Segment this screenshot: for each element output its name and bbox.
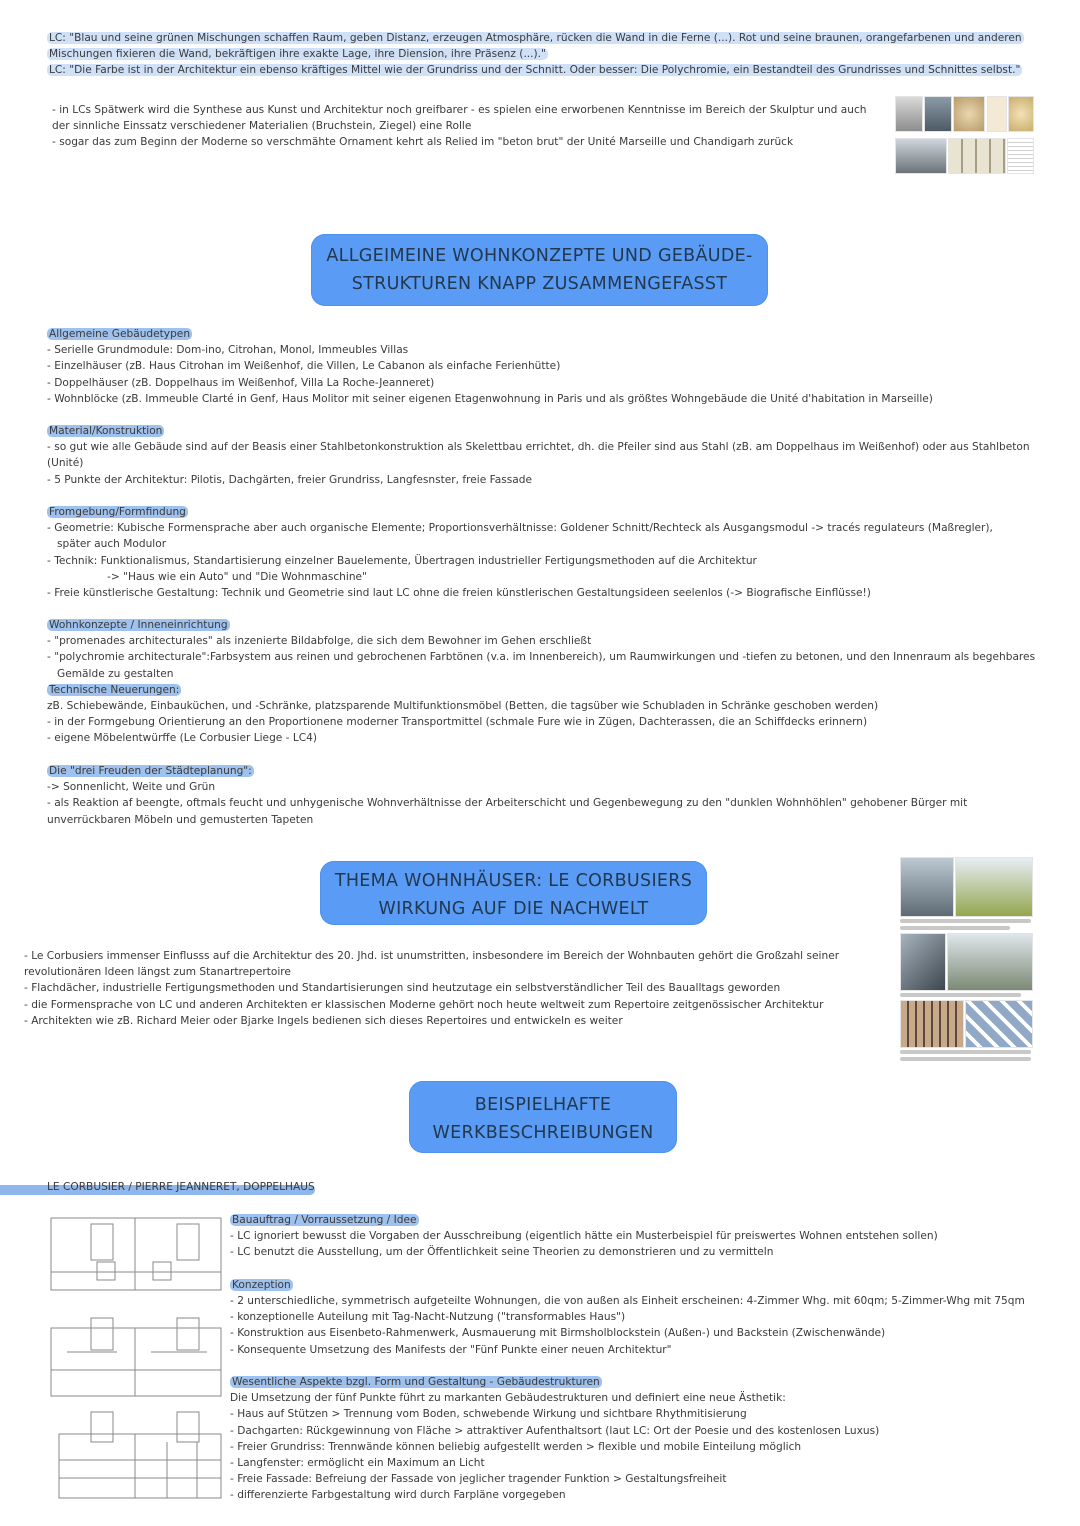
list-item: später auch Modulor: [57, 538, 167, 551]
list-item: - 2 unterschiedliche, symmetrisch aufgeteilte Wohnungen, die von außen als Einheit erscheinen: 4-Zimmer Whg. mit 60qm; 5-Zimmer-Whg mit 75qm: [230, 1295, 1025, 1308]
photo-caption: [900, 919, 1031, 923]
section-heading-nachwelt: [320, 861, 707, 925]
heading-line: THEMA WOHNHÄUSER: LE CORBUSIERS: [334, 871, 693, 891]
list-item: - 5 Punkte der Architektur: Pilotis, Dachgärten, freier Grundriss, Langfesnster, freie Fassade: [47, 473, 532, 486]
floor-plans-drawing: [47, 1214, 225, 1504]
photo-caption-text: [1007, 138, 1034, 174]
list-item: - Serielle Grundmodule: Dom-ino, Citrohan, Monol, Immeubles Villas: [47, 344, 409, 357]
photo-sculpture: [895, 96, 923, 132]
section-heading-wohnkonzepte: [311, 234, 768, 306]
list-item: - LC benutzt die Ausstellung, um der Öffentlichkeit seine Theorien zu demonstrieren und zu vermitteln: [230, 1246, 774, 1259]
subsection-title: Die "drei Freuden der Städteplanung":: [49, 765, 252, 777]
section-formgebung: [47, 504, 993, 601]
work-description: [230, 1212, 1025, 1504]
photo-house: [895, 138, 947, 174]
photo-unite: [900, 1000, 964, 1048]
subsection-title: Technische Neuerungen:: [49, 683, 180, 696]
subsection-title: Fromgebung/Formfindung: [49, 506, 186, 518]
list-item: - die Formensprache von LC und anderen Architekten er klassischen Moderne gehört noch heute weltweit zum Repertoire zeitgenössischer Architektur: [24, 998, 824, 1011]
photo-caption: [900, 926, 1010, 930]
floor-plan-middle: [51, 1318, 221, 1396]
list-item: - LC ignoriert bewusst die Vorgaben der Ausschreibung (eigentlich hätte ein Musterbeispiel für preiswertes Wohnen entstehen sollen): [230, 1230, 938, 1243]
floor-plan-lower: [59, 1412, 221, 1498]
photo-caption: [900, 1050, 1031, 1054]
list-item: Gemälde zu gestalten: [57, 667, 174, 680]
floor-plan-upper: [51, 1218, 221, 1290]
photo-detail: [987, 96, 1007, 132]
list-item: - Doppelhäuser (zB. Doppelhaus im Weißenhof, Villa La Roche-Jeanneret): [47, 376, 435, 389]
list-item: - eigene Möbelentwürffe (Le Corbusier Liege - LC4): [47, 732, 318, 745]
photo-modern-facade: [965, 1000, 1033, 1048]
subsection-title: Bauauftrag / Vorraussetzung / Idee: [232, 1214, 417, 1226]
photo-reliefs: [948, 138, 1006, 174]
bullet-line: der sinnliche Einssatz verschiedener Materialien (Bruchstein, Ziegel) eine Rolle: [52, 120, 472, 133]
list-item: - Einzelhäuser (zB. Haus Citrohan im Weißenhof, die Villen, Le Cabanon als einfache Ferienhütte): [47, 360, 561, 373]
list-item: - als Reaktion af beengte, oftmals feucht und unhygenische Wohnverhältnisse der Arbeiterschicht und Gegenbewegung zu den "dunklen Wohnhöhlen" gehobener Bürger mit: [47, 797, 968, 810]
photo-vase: [1008, 96, 1034, 132]
heading-line: STRUKTUREN KNAPP ZUSAMMENGEFASST: [351, 274, 728, 294]
subsection-title: Wohnkonzepte / Inneneinrichtung: [49, 619, 228, 631]
quote-line: Mischungen fixieren die Wand, bekräftigen ihre exakte Lage, ihre Diension, ihre Präsenz (...).": [49, 48, 546, 61]
list-item: zB. Schiebewände, Einbauküchen, und -Schränke, platzsparende Multifunktionsmöbel (Betten, die tagsüber wie Schubladen in Schränke geschoben werden): [47, 700, 879, 713]
heading-line: ALLGEIMEINE WOHNKONZEPTE UND GEBÄUDE-: [326, 246, 753, 266]
list-item: - Wohnblöcke (zB. Immeuble Clarté in Genf, Haus Molitor mit seiner eigenen Etagenwohnung in Paris und als größtes Wohngebäude die Unité d'habitation in Marseille): [47, 392, 933, 405]
quote-line: LC: "Blau und seine grünen Mischungen schaffen Raum, geben Distanz, erzeugen Atmosphäre, rücken die Wand in die Ferne (...). Rot und seine braunen, orangefarbenen und anderen: [49, 32, 1022, 44]
intro-quotes: [47, 30, 1024, 79]
list-item: - Dachgarten: Rückgewinnung von Fläche > attraktiver Aufenthaltsort (laut LC: Ort der Poesie und des kostenlosen Luxus): [230, 1424, 880, 1437]
list-item: - Langfenster: ermöglicht ein Maximum an Licht: [230, 1457, 485, 1470]
list-item: - so gut wie alle Gebäude sind auf der Beasis einer Stahlbetonkonstruktion als Skelettbau errichtet, dh. die Pfeiler sind aus Stahl (zB. am Doppelhaus im Weißenhof) oder aus Stahlbeton: [47, 441, 1030, 454]
list-item: - Konsequente Umsetzung des Manifests der "Fünf Punkte einer neuen Architektur": [230, 1343, 672, 1356]
subsection-title: Allgemeine Gebäudetypen: [49, 328, 191, 340]
photo-building: [924, 96, 952, 132]
work-label: LE CORBUSIER / PIERRE JEANNERET, DOPPELHAUS: [47, 1181, 315, 1193]
heading-line: WERKBESCHREIBUNGEN: [432, 1123, 654, 1143]
list-item: - Geometrie: Kubische Formensprache aber auch organische Elemente; Proportionsverhältnisse: Goldener Schnitt/Rechteck als Ausgangsmodul -> tracés regulateurs (Maßregler),: [47, 522, 993, 535]
subsection-title: Wesentliche Aspekte bzgl. Form und Gestaltung - Gebäudestrukturen: [232, 1376, 600, 1389]
section-heading-werkbeschreibungen: [409, 1081, 677, 1153]
subsection-title: Material/Konstruktion: [49, 425, 163, 437]
list-item: - Technik: Funktionalismus, Standartisierung einzelner Bauelemente, Übertragen industrieller Fertigungsmethoden auf die Architektur: [47, 554, 757, 567]
section-wohnkonzepte: [47, 617, 1035, 747]
section-gebaeudetypen: [47, 326, 933, 407]
bullet-line: - sogar das zum Beginn der Moderne so verschmähte Ornament kehrt als Relied im "beton brut" der Unité Marseille und Chandigarh zurück: [52, 136, 794, 149]
list-item: - differenzierte Farbgestaltung wird durch Farpläne vorgegeben: [230, 1489, 566, 1502]
photo-object: [953, 96, 985, 132]
photo-caption: [900, 993, 1021, 997]
photo-white-villa: [955, 857, 1033, 917]
photo-meier-house: [900, 857, 954, 917]
list-item: - Flachdächer, industrielle Fertigungsmethoden und Standartisierungen sind heutzutage ein selbstverständlicher Teil des Baualltags geworden: [24, 982, 781, 995]
list-item: -> "Haus wie ein Auto" und "Die Wohnmaschine": [107, 570, 367, 583]
list-item: - Freier Grundriss: Trennwände können beliebig aufgestellt werden > flexible und mobile Einteilung möglich: [230, 1440, 802, 1453]
list-item: - "polychromie architecturale":Farbsystem aus reinen und gebrochenen Farbtönen (v.a. im Innenbereich), um Raumwirkungen und -tiefen zu betonen, und den Innenraum als begehbares: [47, 651, 1036, 664]
list-item: - Freie künstlerische Gestaltung: Technik und Geometrie sind laut LC ohne die freien künstlerischen Gestaltungsideen seelenlos (-> Biografische Einflüsse!): [47, 587, 871, 600]
list-item: unverrückbaren Möbeln und gemusterten Tapeten: [47, 813, 314, 826]
bullet-line: - in LCs Spätwerk wird die Synthese aus Kunst und Architektur noch greifbarer - es spielen eine erworbenen Kenntnisse im Bereich der Skulptur und auch: [52, 104, 867, 116]
list-item: - Le Corbusiers immenser Einflusss auf die Architektur des 20. Jhd. ist unumstritten, insbesondere im Bereich der Wohnbauten gehört die Großzahl seiner: [24, 950, 840, 962]
list-item: - Haus auf Stützen > Trennung vom Boden, schwebende Wirkung und sichtbare Rhythmitisierung: [230, 1408, 747, 1421]
intro-bullets: [52, 102, 867, 151]
list-item: - Freie Fassade: Befreiung der Fassade von jeglicher tragender Funktion > Gestaltungsfreiheit: [230, 1473, 727, 1486]
heading-line: WIRKUNG AUF DIE NACHWELT: [378, 899, 649, 919]
photo-terraces: [947, 933, 1033, 991]
list-item: - konzeptionelle Auteilung mit Tag-Nacht-Nutzung ("transformables Haus"): [230, 1311, 626, 1324]
section-wirkung: [24, 948, 839, 1029]
list-item: - Architekten wie zB. Richard Meier oder Bjarke Ingels bedienen sich dieses Repertoires und entwickeln es weiter: [24, 1014, 623, 1027]
list-item: (Unité): [47, 457, 84, 470]
photo-stair: [900, 933, 946, 991]
quote-line: LC: "Die Farbe ist in der Architektur ein ebenso kräftiges Mittel wie der Grundriss und der Schnitt. Oder besser: Die Polychromie, ein Bestandteil des Grundrisses und Schnittes selbst.": [49, 64, 1021, 77]
section-drei-freuden: [47, 763, 967, 828]
list-item: -> Sonnenlicht, Weite und Grün: [47, 781, 216, 794]
subsection-title: Konzeption: [232, 1278, 291, 1291]
list-item: - Konstruktion aus Eisenbeto-Rahmenwerk, Ausmauerung mit Birmsholblockstein (Außen-) und Backstein (Zwischenwände): [230, 1327, 886, 1340]
heading-line: BEISPIELHAFTE: [474, 1095, 612, 1115]
section-material: [47, 423, 1030, 488]
list-item: - in der Formgebung Orientierung an den Proportionene moderner Transportmittel (schmale Fure wie in Zügen, Dachterassen, die an Schiffdecks erinnern): [47, 716, 868, 729]
list-item: revolutionären Ideen längst zum Stanartrepertoire: [24, 966, 291, 979]
list-item: - "promenades architecturales" als inzenierte Bildabfolge, die sich dem Bewohner im Gehen erschließt: [47, 635, 592, 648]
intro-text: Die Umsetzung der fünf Punkte führt zu markanten Gebäudestrukturen und definiert eine neue Ästhetik:: [230, 1392, 786, 1405]
photo-caption: [900, 1057, 1031, 1061]
